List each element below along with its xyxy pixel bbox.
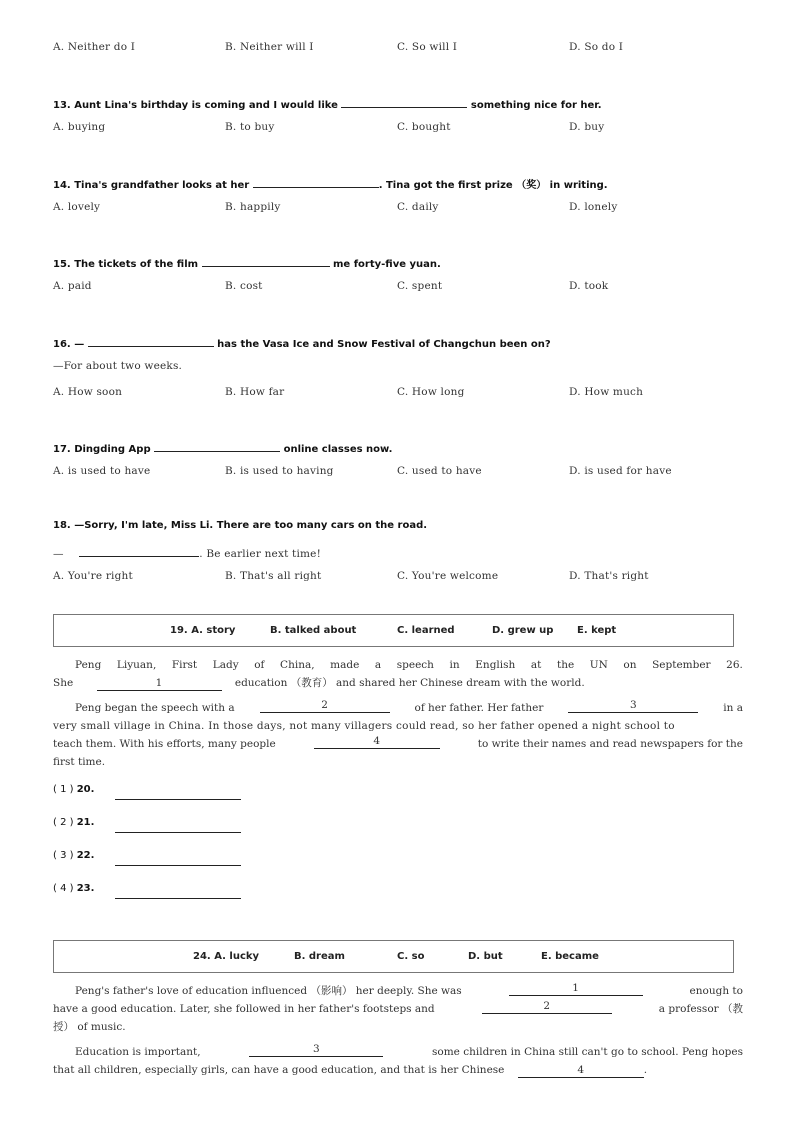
answer-line-21[interactable] bbox=[115, 821, 241, 833]
text: very small village in China. In those days, not many villagers could read, so her father opened a night school to bbox=[53, 720, 675, 732]
word: the bbox=[556, 659, 575, 671]
q13-option-b: B. to buy bbox=[225, 121, 275, 133]
word-bank-item: D. grew up bbox=[492, 625, 554, 636]
word-bank-item: B. dream bbox=[294, 951, 345, 962]
passage-1 bbox=[53, 656, 743, 771]
question-number: 18. bbox=[53, 520, 71, 531]
sub-index: ( 1 ) bbox=[53, 784, 74, 795]
question-text: has the Vasa Ice and Snow Festival of Changchun been on? bbox=[217, 339, 551, 350]
sub-number: 23. bbox=[76, 883, 95, 894]
passage-line bbox=[53, 699, 743, 717]
question-18 bbox=[53, 520, 427, 531]
answer-blank[interactable] bbox=[341, 96, 467, 108]
word-bank-item: E. kept bbox=[577, 625, 617, 636]
answer-blank[interactable] bbox=[154, 440, 280, 452]
text: some children in China still can't go to school. Peng hopes bbox=[432, 1046, 743, 1058]
question-text: Aunt Lina's birthday is coming and I would like bbox=[74, 100, 338, 111]
word: Lady bbox=[212, 659, 239, 671]
passage-line bbox=[53, 1043, 743, 1061]
passage-line bbox=[53, 717, 743, 735]
question-text: . Tina got the first prize （奖） in writing. bbox=[378, 180, 608, 191]
answer-blank[interactable] bbox=[88, 335, 214, 347]
q13-option-c: C. bought bbox=[397, 121, 451, 133]
text: that all children, especially girls, can have a good education, and that is her Chinese bbox=[53, 1064, 505, 1076]
passage-line bbox=[53, 674, 743, 692]
numbered-blank[interactable]: 3 bbox=[249, 1043, 383, 1057]
sub-index: ( 2 ) bbox=[53, 817, 74, 828]
text: in a bbox=[723, 702, 743, 714]
passage-line bbox=[53, 1061, 743, 1079]
q12-option-c: C. So will I bbox=[397, 41, 458, 53]
word: at bbox=[530, 659, 542, 671]
q16-option-c: C. How long bbox=[397, 386, 465, 398]
q12-option-a: A. Neither do I bbox=[53, 41, 136, 53]
question-number: 15. bbox=[53, 259, 71, 270]
text: Peng began the speech with a bbox=[75, 702, 235, 714]
q12-option-d: D. So do I bbox=[569, 41, 624, 53]
question-text: —Sorry, I'm late, Miss Li. There are too many cars on the road. bbox=[74, 520, 428, 531]
q17-option-d: D. is used for have bbox=[569, 465, 672, 477]
answer-line-20[interactable] bbox=[115, 788, 241, 800]
question-number: 14. bbox=[53, 180, 71, 191]
q15-option-d: D. took bbox=[569, 280, 609, 292]
answer-blank[interactable] bbox=[79, 545, 199, 557]
word: Liyuan, bbox=[116, 659, 157, 671]
word-bank-item: E. became bbox=[541, 951, 599, 962]
word: in bbox=[449, 659, 460, 671]
question-16 bbox=[53, 335, 551, 350]
numbered-blank[interactable]: 4 bbox=[518, 1064, 644, 1078]
passage-line bbox=[53, 982, 743, 1000]
text: Education is important, bbox=[75, 1046, 201, 1058]
numbered-blank[interactable]: 1 bbox=[509, 982, 643, 996]
q16-option-a: A. How soon bbox=[53, 386, 123, 398]
q17-option-b: B. is used to having bbox=[225, 465, 334, 477]
word-bank-item: D. but bbox=[468, 951, 503, 962]
passage-line bbox=[53, 1018, 743, 1036]
numbered-blank[interactable]: 3 bbox=[568, 699, 698, 713]
q18-response bbox=[53, 545, 321, 560]
q14-option-b: B. happily bbox=[225, 201, 281, 213]
q13-option-a: A. buying bbox=[53, 121, 106, 133]
q17-option-c: C. used to have bbox=[397, 465, 482, 477]
question-15 bbox=[53, 255, 441, 270]
q17-option-a: A. is used to have bbox=[53, 465, 151, 477]
word-bank-item: 19. A. story bbox=[170, 625, 236, 636]
q12-option-b: B. Neither will I bbox=[225, 41, 314, 53]
question-14 bbox=[53, 176, 608, 191]
text: Peng's father's love of education influenced （影响） her deeply. She was bbox=[75, 985, 462, 997]
dialogue-dash: — bbox=[53, 548, 64, 560]
sub-number: 22. bbox=[76, 850, 95, 861]
passage-line bbox=[53, 735, 743, 753]
q18-option-a: A. You're right bbox=[53, 570, 133, 582]
text: to write their names and read newspapers for the bbox=[477, 738, 743, 750]
word: 26. bbox=[726, 659, 743, 671]
numbered-blank[interactable]: 2 bbox=[260, 699, 390, 713]
passage-line bbox=[53, 1000, 743, 1018]
sub-index: ( 3 ) bbox=[53, 850, 74, 861]
sub-question-22 bbox=[53, 850, 94, 861]
q18-option-d: D. That's right bbox=[569, 570, 649, 582]
numbered-blank[interactable]: 2 bbox=[482, 1000, 612, 1014]
q15-option-a: A. paid bbox=[53, 280, 92, 292]
q18-option-b: B. That's all right bbox=[225, 570, 322, 582]
word: a bbox=[374, 659, 382, 671]
answer-line-23[interactable] bbox=[115, 887, 241, 899]
text: 授） of music. bbox=[53, 1021, 126, 1033]
word: on bbox=[623, 659, 637, 671]
word: UN bbox=[589, 659, 608, 671]
word: English bbox=[475, 659, 516, 671]
q16-reply: —For about two weeks. bbox=[53, 360, 183, 372]
question-text: The tickets of the film bbox=[74, 259, 199, 270]
answer-blank[interactable] bbox=[253, 176, 379, 188]
question-text: something nice for her. bbox=[470, 100, 602, 111]
text: have a good education. Later, she followed in her father's footsteps and bbox=[53, 1003, 435, 1015]
sub-question-21 bbox=[53, 817, 94, 828]
word: Peng bbox=[75, 659, 102, 671]
sub-number: 20. bbox=[76, 784, 95, 795]
text: enough to bbox=[689, 985, 743, 997]
response-text: . Be earlier next time! bbox=[199, 548, 321, 560]
text: She bbox=[53, 677, 74, 689]
q16-option-d: D. How much bbox=[569, 386, 644, 398]
q15-option-b: B. cost bbox=[225, 280, 263, 292]
text: . bbox=[643, 1064, 648, 1076]
word: September bbox=[652, 659, 711, 671]
answer-line-22[interactable] bbox=[115, 854, 241, 866]
text: of her father. Her father bbox=[414, 702, 544, 714]
question-text: Dingding App bbox=[74, 444, 151, 455]
question-number: 16. bbox=[53, 339, 71, 350]
passage-line bbox=[53, 753, 743, 771]
text: teach them. With his efforts, many people bbox=[53, 738, 276, 750]
passage-line bbox=[53, 656, 743, 674]
question-text: me forty-five yuan. bbox=[333, 259, 441, 270]
word: of bbox=[254, 659, 265, 671]
word: speech bbox=[396, 659, 434, 671]
answer-blank[interactable] bbox=[202, 255, 330, 267]
question-text: online classes now. bbox=[283, 444, 393, 455]
q18-option-c: C. You're welcome bbox=[397, 570, 499, 582]
text: a professor （教 bbox=[658, 1003, 743, 1015]
word-bank-item: B. talked about bbox=[270, 625, 357, 636]
word: made bbox=[330, 659, 360, 671]
word-bank-box bbox=[53, 940, 734, 973]
question-number: 13. bbox=[53, 100, 71, 111]
word-bank-item: C. so bbox=[397, 951, 425, 962]
word-bank-item: C. learned bbox=[397, 625, 455, 636]
sub-number: 21. bbox=[76, 817, 95, 828]
word-bank-box bbox=[53, 614, 734, 647]
sub-index: ( 4 ) bbox=[53, 883, 74, 894]
question-text: Tina's grandfather looks at her bbox=[74, 180, 250, 191]
q14-option-a: A. lovely bbox=[53, 201, 101, 213]
q14-option-c: C. daily bbox=[397, 201, 439, 213]
dialogue-dash: — bbox=[74, 339, 85, 350]
question-13 bbox=[53, 96, 602, 111]
word-bank-item: 24. A. lucky bbox=[193, 951, 260, 962]
sub-question-20 bbox=[53, 784, 94, 795]
question-17 bbox=[53, 440, 392, 455]
numbered-blank[interactable]: 1 bbox=[97, 677, 222, 691]
sub-question-23 bbox=[53, 883, 94, 894]
q15-option-c: C. spent bbox=[397, 280, 443, 292]
question-number: 17. bbox=[53, 444, 71, 455]
numbered-blank[interactable]: 4 bbox=[314, 735, 440, 749]
text: education （教育） and shared her Chinese dream with the world. bbox=[234, 677, 585, 689]
q13-option-d: D. buy bbox=[569, 121, 605, 133]
passage-2 bbox=[53, 982, 743, 1079]
word: China, bbox=[280, 659, 315, 671]
q16-option-b: B. How far bbox=[225, 386, 285, 398]
word: First bbox=[171, 659, 198, 671]
q14-option-d: D. lonely bbox=[569, 201, 618, 213]
text: first time. bbox=[53, 756, 106, 768]
